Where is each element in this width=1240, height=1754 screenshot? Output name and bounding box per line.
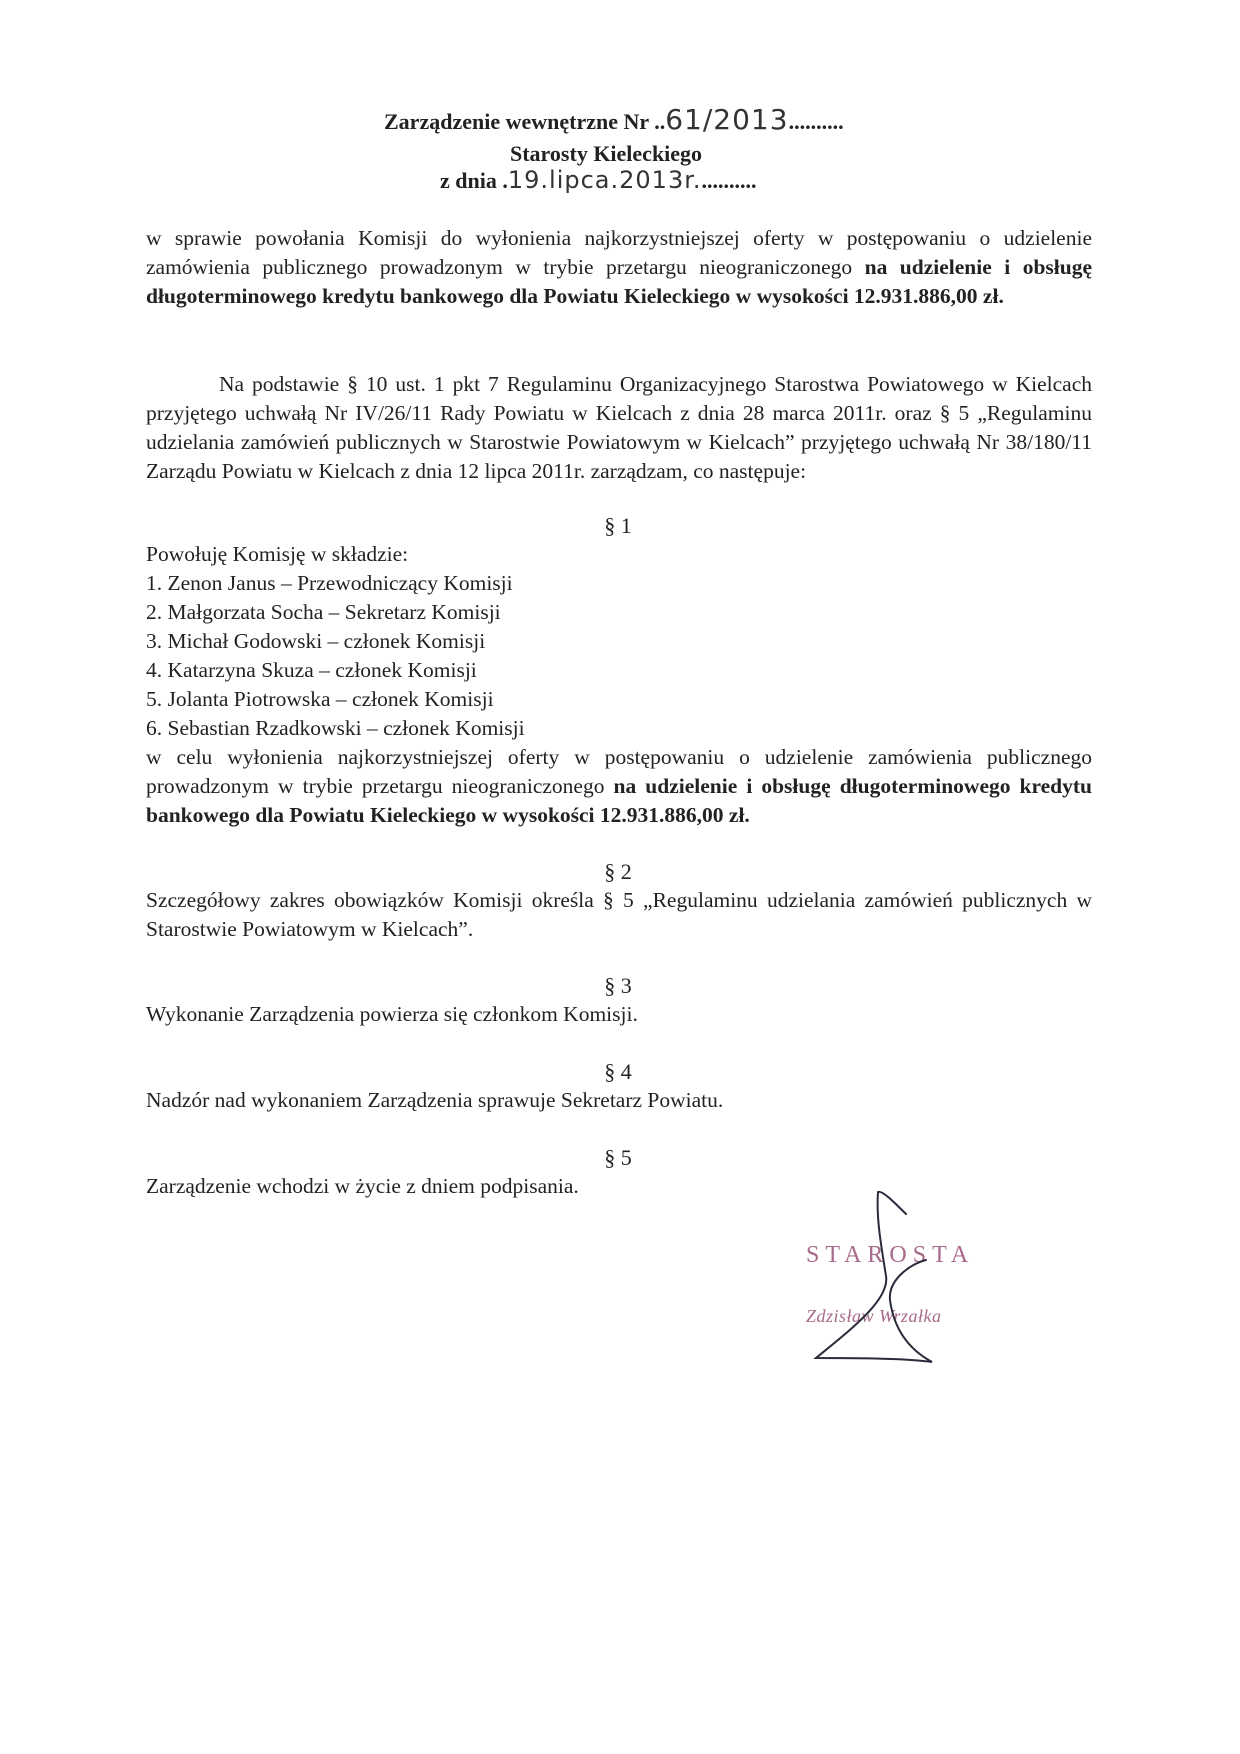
section-5-text: Zarządzenie wchodzi w życie z dniem podpisania. <box>146 1174 579 1198</box>
member-item: 3. Michał Godowski – członek Komisji <box>146 629 486 653</box>
handwritten-date: 19.lipca.2013r. <box>507 166 702 194</box>
committee-intro: Powołuję Komisję w składzie: <box>146 542 409 566</box>
member-item: 1. Zenon Janus – Przewodniczący Komisji <box>146 571 513 595</box>
legal-basis-paragraph: Na podstawie § 10 ust. 1 pkt 7 Regulaminu Organizacyjnego Starostwa Powiatowego w Kielcach przyjętego uchwałą Nr IV/26/11 Rady Powiatu w Kielcach z dnia 28 marca 2011r. oraz § 5 „Regulaminu udzielania zamówień publicznych w Starostwie Powiatowym w Kielcach” przyjętego uchwałą Nr 38/180/11 Zarządu Powiatu w Kielcach z dnia 12 lipca 2011r. zarządzam, co następuje: <box>146 372 1092 483</box>
document-title <box>384 103 844 136</box>
section-2-heading: § 2 <box>604 859 632 884</box>
signature-scribble <box>790 1180 970 1380</box>
stamp-title: STAROSTA <box>806 1242 975 1268</box>
committee-purpose-paragraph <box>146 743 1092 830</box>
date-line <box>440 166 757 195</box>
section-2-text: Szczegółowy zakres obowiązków Komisji określa § 5 „Regulaminu udzielania zamówień publicznych w Starostwie Powiatowym w Kielcach”. <box>146 888 1092 941</box>
section-3-heading: § 3 <box>604 973 632 998</box>
member-item: 4. Katarzyna Skuza – członek Komisji <box>146 658 477 682</box>
handwritten-number: 61/2013 <box>665 103 789 136</box>
subject-text: w sprawie powołania Komisji do wyłonienia najkorzystniejszej oferty w postępowaniu o udzielenie zamówienia publicznego prowadzonym w trybie przetargu nieograniczonego <box>146 226 1092 279</box>
member-item: 6. Sebastian Rzadkowski – członek Komisji <box>146 716 525 740</box>
subject-bold-text: na udzielenie i obsługę długoterminowego kredytu bankowego dla Powiatu Kieleckiego w wysokości 12.931.886,00 zł. <box>146 255 1092 308</box>
stamp-name: Zdzisław Wrzałka <box>806 1306 942 1326</box>
purpose-bold-text: na udzielenie i obsługę długoterminowego kredytu bankowego dla Powiatu Kieleckiego w wysokości 12.931.886,00 zł. <box>146 774 1093 827</box>
section-1-heading: § 1 <box>604 513 632 538</box>
section-4-heading: § 4 <box>604 1059 632 1084</box>
title-dots: .......... <box>788 109 844 134</box>
date-dots: .......... <box>701 168 757 193</box>
section-3-text: Wykonanie Zarządzenia powierza się członkom Komisji. <box>146 1002 638 1026</box>
issuer-line: Starosty Kieleckiego <box>510 141 703 166</box>
date-prefix: z dnia . <box>440 168 508 193</box>
section-5-heading: § 5 <box>604 1145 632 1170</box>
purpose-text: w celu wyłonienia najkorzystniejszej oferty w postępowaniu o udzielenie zamówienia publicznego prowadzonym w trybie przetargu nieograniczonego <box>146 745 1092 798</box>
member-item: 5. Jolanta Piotrowska – członek Komisji <box>146 687 494 711</box>
member-item: 2. Małgorzata Socha – Sekretarz Komisji <box>146 600 501 624</box>
subject-paragraph <box>146 224 1092 311</box>
section-4-text: Nadzór nad wykonaniem Zarządzenia sprawuje Sekretarz Powiatu. <box>146 1088 724 1112</box>
title-prefix: Zarządzenie wewnętrzne Nr .. <box>384 109 666 134</box>
